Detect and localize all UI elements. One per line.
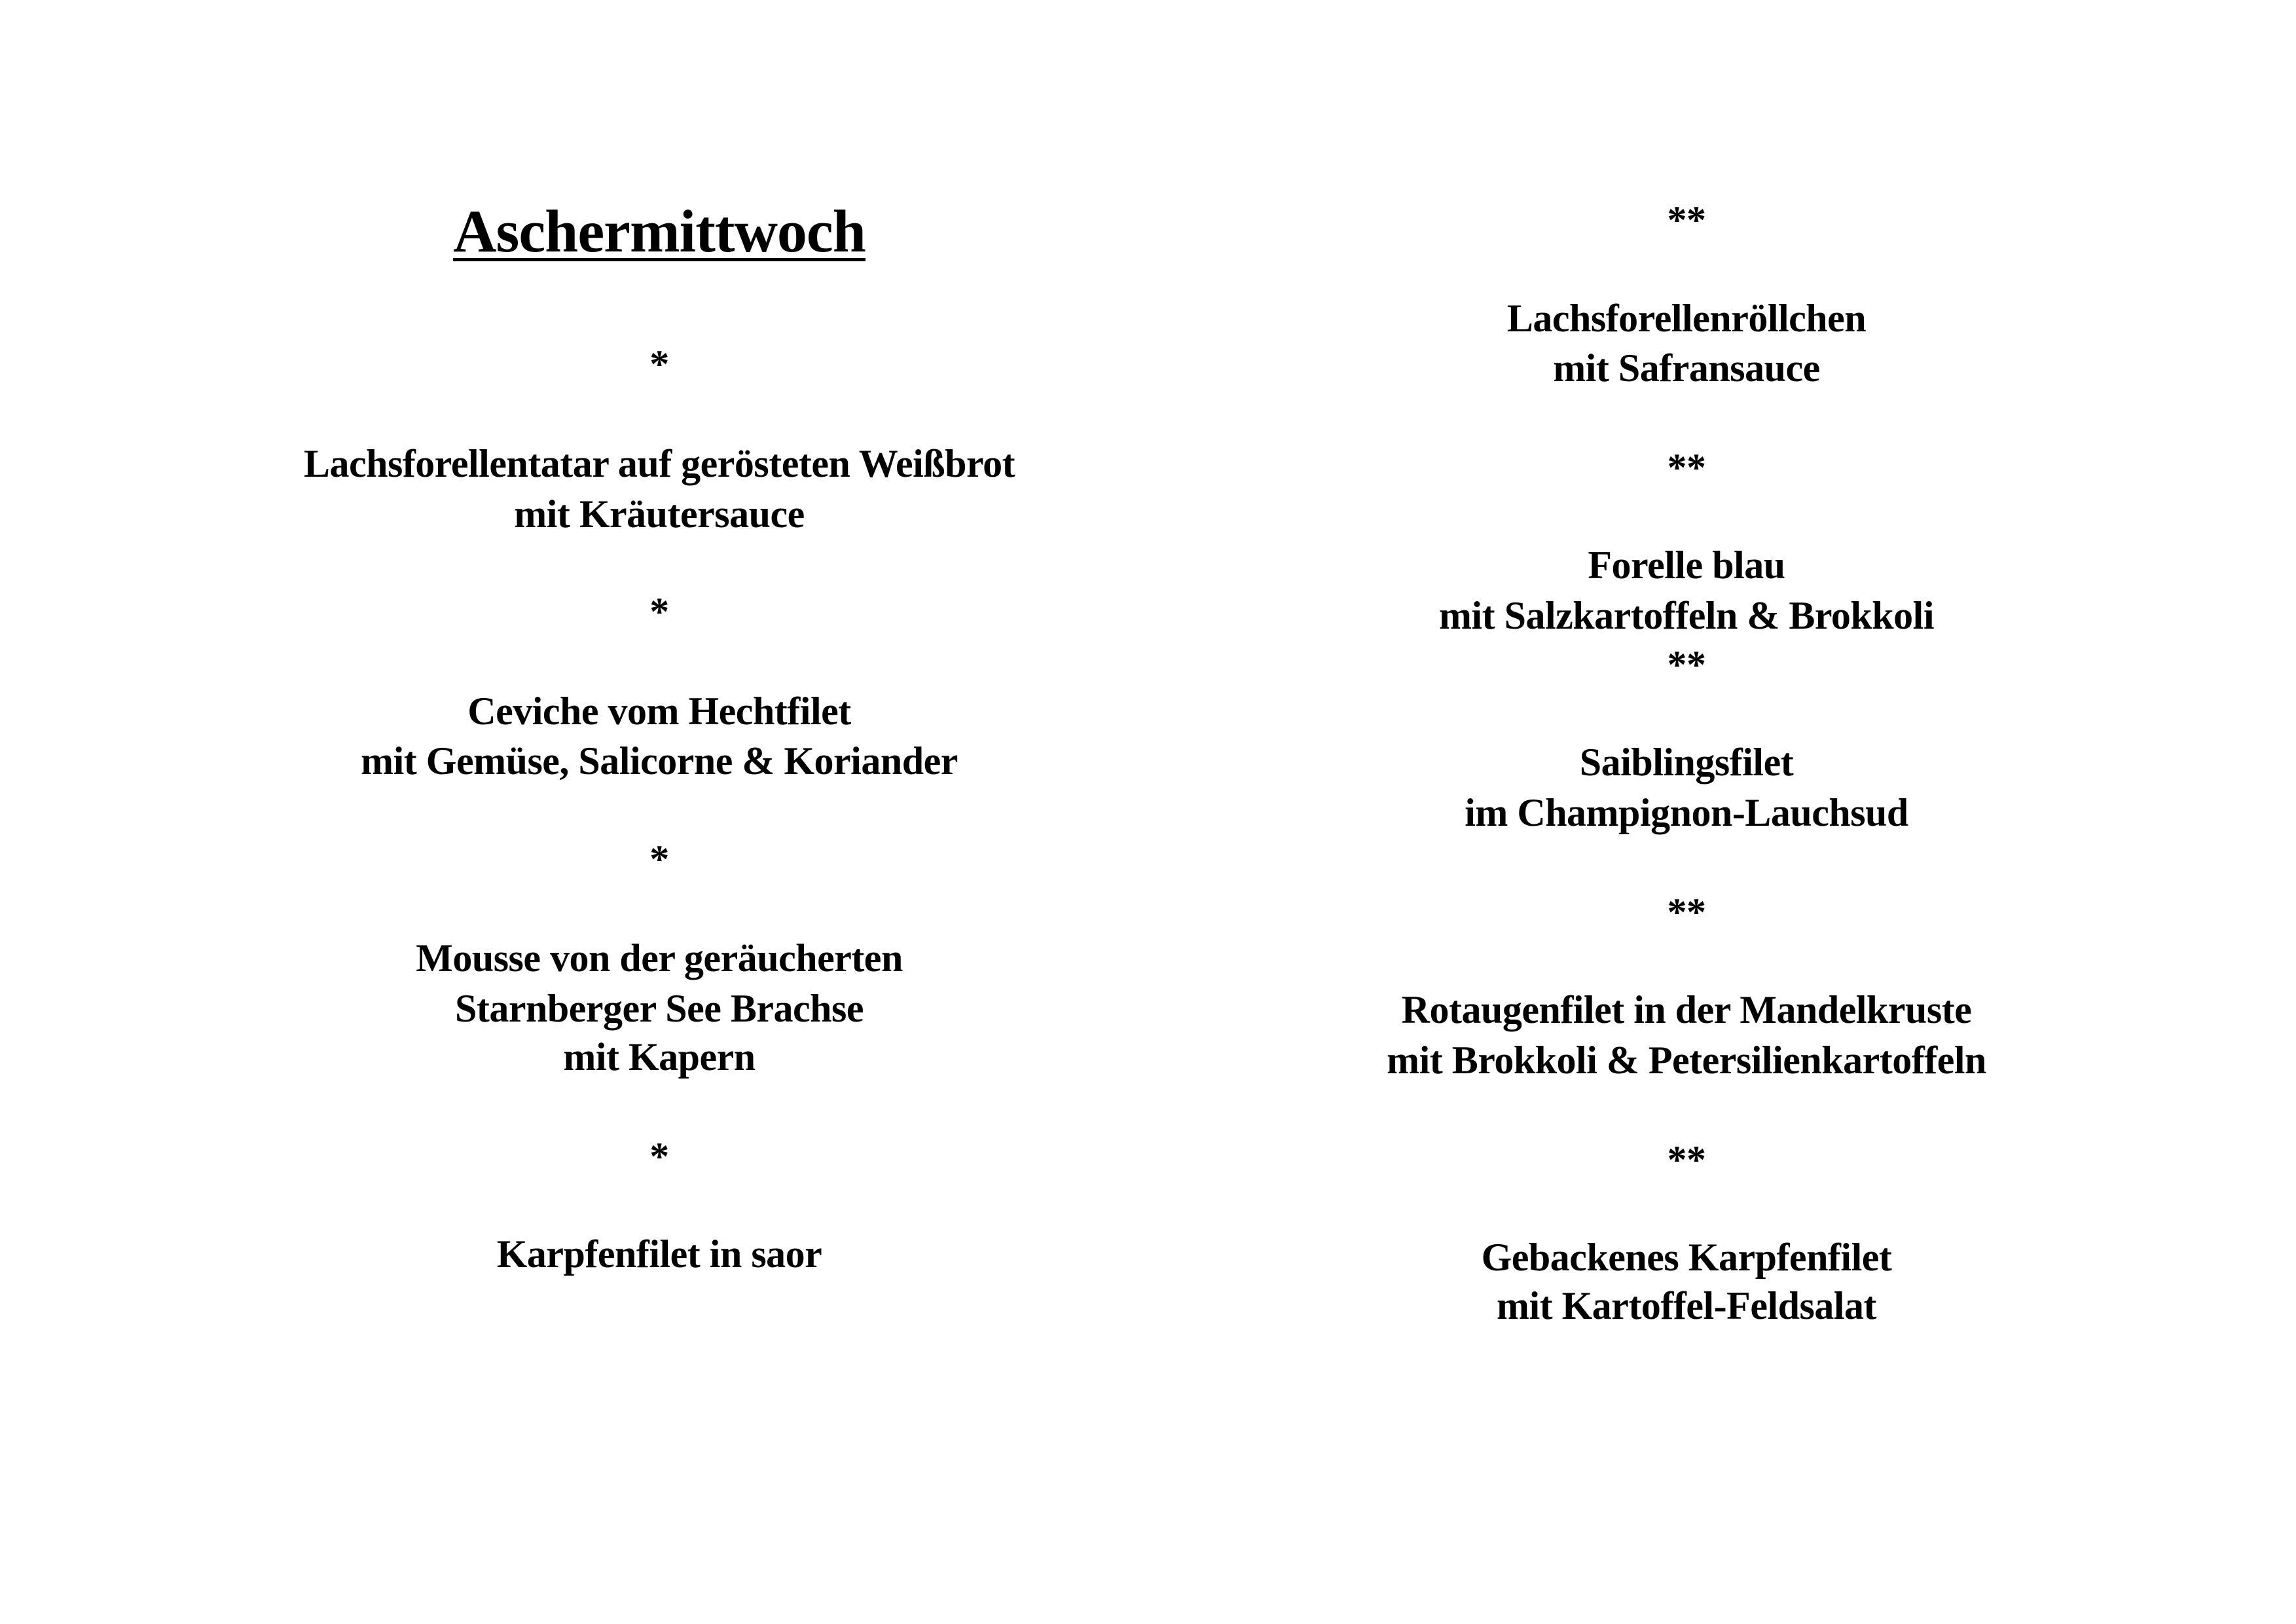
course-1-line-1: Lachsforellentatar auf gerösteten Weißbrot: [303, 442, 1015, 485]
course-separator: *: [649, 590, 669, 633]
course-9-line-2: mit Kartoffel-Feldsalat: [1497, 1284, 1876, 1327]
course-3-line-3: mit Kapern: [563, 1035, 756, 1079]
course-3-line-2: Starnberger See Brachse: [455, 987, 864, 1030]
course-separator: *: [649, 838, 669, 881]
course-7-line-1: Saiblingsfilet: [1579, 741, 1794, 784]
course-4-line-1: Karpfenfilet in saor: [496, 1232, 822, 1276]
course-separator: **: [1667, 891, 1706, 934]
course-5-line-2: mit Safransauce: [1553, 346, 1820, 390]
course-2-line-1: Ceviche vom Hechtfilet: [467, 690, 851, 733]
course-3-line-1: Mousse von der geräucherten: [416, 936, 903, 980]
course-separator: **: [1667, 198, 1706, 242]
course-separator: *: [649, 1135, 669, 1178]
course-5-line-1: Lachsforellenröllchen: [1506, 297, 1867, 340]
course-separator: **: [1667, 446, 1706, 489]
page-title: Aschermittwoch: [453, 198, 866, 265]
course-9-line-1: Gebackenes Karpfenfilet: [1481, 1236, 1892, 1279]
course-8-line-1: Rotaugenfilet in der Mandelkruste: [1401, 988, 1972, 1031]
course-1-line-2: mit Kräutersauce: [514, 492, 805, 536]
course-separator: **: [1667, 1138, 1706, 1181]
course-separator: *: [649, 342, 669, 386]
course-separator: **: [1667, 643, 1706, 686]
course-2-line-2: mit Gemüse, Salicorne & Koriander: [361, 739, 958, 783]
course-8-line-2: mit Brokkoli & Petersilienkartoffeln: [1387, 1039, 1986, 1082]
course-6-line-2: mit Salzkartoffeln & Brokkoli: [1438, 594, 1935, 637]
course-7-line-2: im Champignon-Lauchsud: [1465, 791, 1908, 834]
course-6-line-1: Forelle blau: [1588, 544, 1785, 587]
